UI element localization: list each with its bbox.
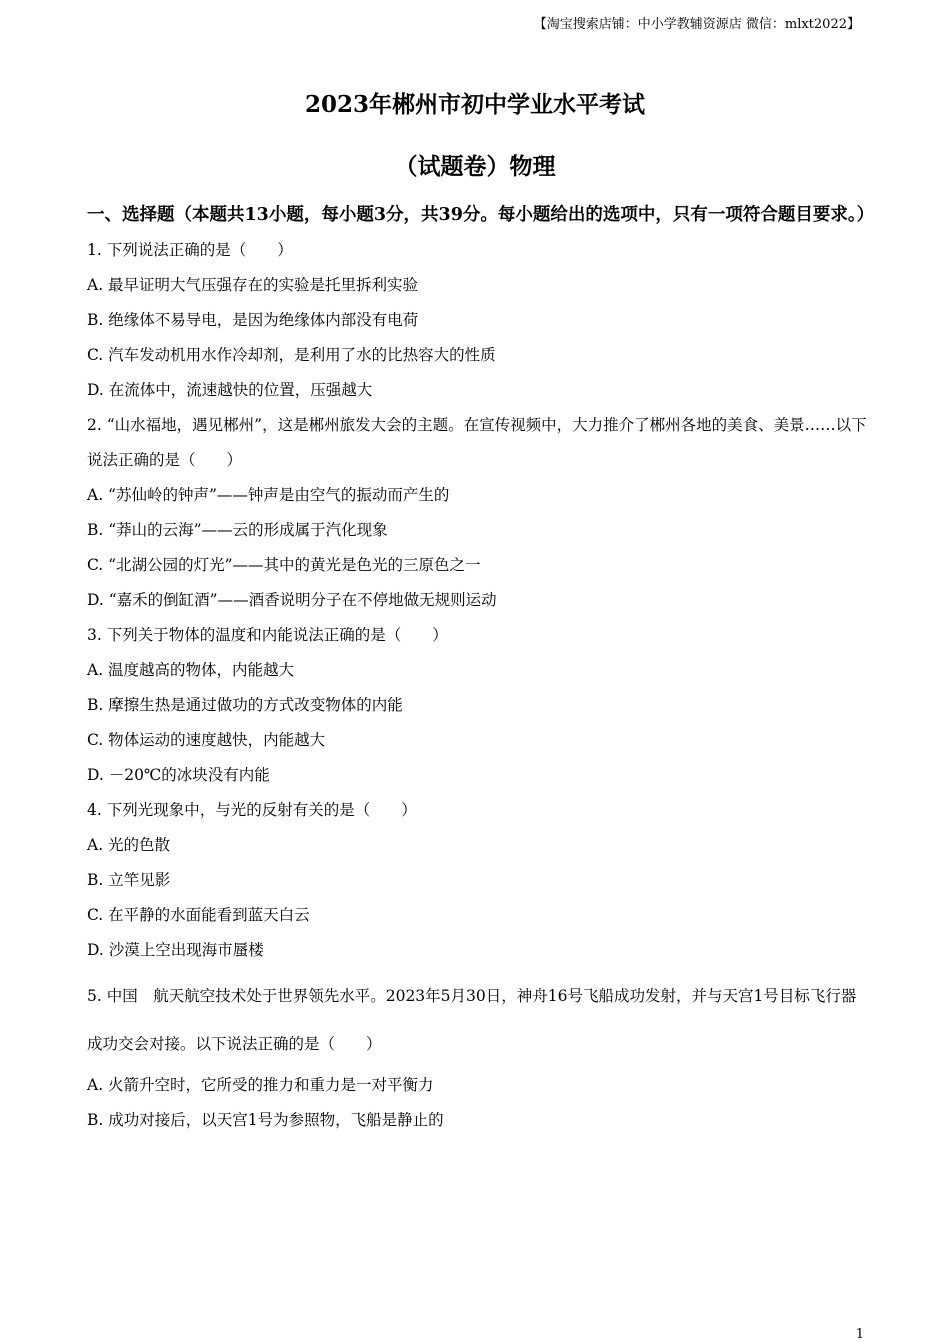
page-title: 2023年郴州市初中学业水平考试	[304, 91, 645, 118]
question-stem: 3. 下列关于物体的温度和内能说法正确的是（ ）	[87, 626, 448, 644]
question-4	[87, 793, 867, 968]
option-c: C. 在平静的水面能看到蓝天白云	[87, 906, 310, 924]
option-d: D. 沙漠上空出现海市蜃楼	[87, 941, 264, 959]
question-stem: 1. 下列说法正确的是（ ）	[87, 241, 293, 259]
question-2	[87, 408, 867, 618]
option-b: B. 绝缘体不易导电，是因为绝缘体内部没有电荷	[87, 311, 419, 329]
option-a: A. 光的色散	[87, 836, 171, 854]
option-a: A. 火箭升空时，它所受的推力和重力是一对平衡力	[87, 1076, 434, 1094]
header-note: 【淘宝搜索店铺：中小学教辅资源店 微信：mlxt2022】	[533, 17, 860, 32]
option-b: B. “莽山的云海”——云的形成属于汽化现象	[87, 521, 388, 539]
option-c: C. 汽车发动机用水作冷却剂，是利用了水的比热容大的性质	[87, 346, 496, 364]
question-3	[87, 618, 867, 793]
question-stem: 2. “山水福地，遇见郴州”，这是郴州旅发大会的主题。在宣传视频中，大力推介了郴州各地的美食、美景……以下说法正确的是（ ）	[87, 416, 867, 469]
option-a: A. “苏仙岭的钟声”——钟声是由空气的振动而产生的	[87, 486, 450, 504]
option-a: A. 温度越高的物体，内能越大	[87, 661, 295, 679]
question-5	[87, 972, 867, 1138]
question-stem: 4. 下列光现象中，与光的反射有关的是（ ）	[87, 801, 417, 819]
exam-content	[87, 198, 875, 1138]
page-number: 1	[855, 1327, 864, 1342]
option-b: B. 成功对接后，以天宫1号为参照物，飞船是静止的	[87, 1111, 444, 1129]
question-1	[87, 233, 867, 408]
option-d: D. 在流体中，流速越快的位置，压强越大	[87, 381, 373, 399]
option-b: B. 立竿见影	[87, 871, 171, 889]
option-b: B. 摩擦生热是通过做功的方式改变物体的内能	[87, 696, 403, 714]
option-c: C. 物体运动的速度越快，内能越大	[87, 731, 326, 749]
option-a: A. 最早证明大气压强存在的实验是托里拆利实验	[87, 276, 419, 294]
section-heading: 一、选择题（本题共13小题，每小题3分，共39分。每小题给出的选项中，只有一项符合题目要求。）	[87, 205, 875, 225]
option-c: C. “北湖公园的灯光”——其中的黄光是色光的三原色之一	[87, 556, 481, 574]
question-stem: 5. 中国 航天航空技术处于世界领先水平。2023年5月30日，神舟16号飞船成功发射，并与天宫1号目标飞行器成功交会对接。以下说法正确的是（ ）	[87, 987, 857, 1053]
option-d: D. －20℃的冰块没有内能	[87, 766, 270, 784]
page-subtitle: （试题卷）物理	[394, 153, 556, 180]
option-d: D. “嘉禾的倒缸酒”——酒香说明分子在不停地做无规则运动	[87, 591, 497, 609]
